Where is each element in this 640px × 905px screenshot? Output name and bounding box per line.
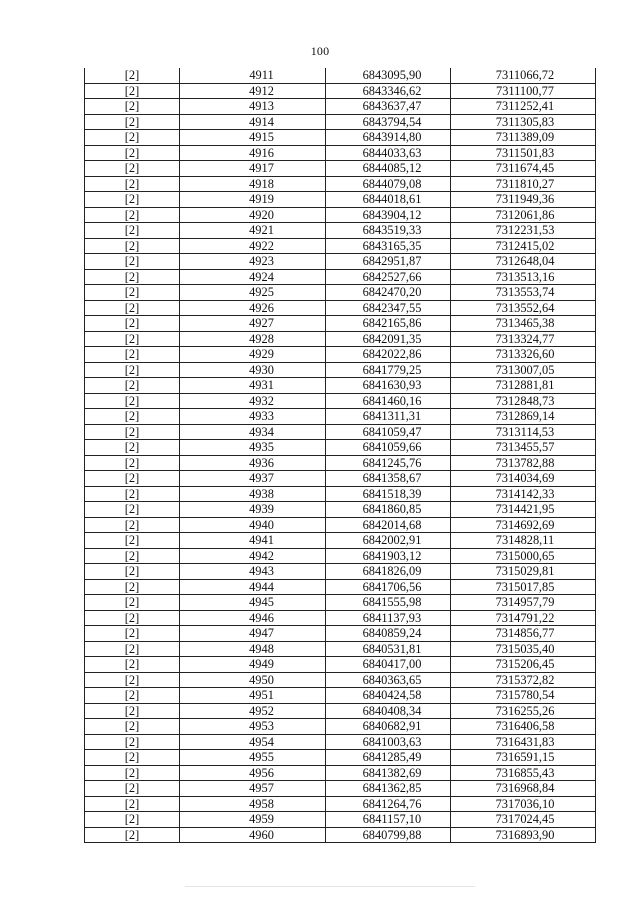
y-coordinate-cell: 7311674,45 <box>451 161 596 177</box>
point-number-cell: 4954 <box>180 734 326 750</box>
table-row <box>85 440 596 456</box>
table-row <box>85 765 596 781</box>
x-coordinate-cell: 6843904,12 <box>326 207 451 223</box>
reference-cell: [2] <box>85 347 180 363</box>
x-coordinate-cell: 6841630,93 <box>326 378 451 394</box>
x-coordinate-cell: 6843165,35 <box>326 238 451 254</box>
x-coordinate-cell: 6841285,49 <box>326 750 451 766</box>
y-coordinate-cell: 7317036,10 <box>451 796 596 812</box>
point-number-cell: 4945 <box>180 595 326 611</box>
x-coordinate-cell: 6844085,12 <box>326 161 451 177</box>
y-coordinate-cell: 7313552,64 <box>451 300 596 316</box>
x-coordinate-cell: 6842091,35 <box>326 331 451 347</box>
x-coordinate-cell: 6842022,86 <box>326 347 451 363</box>
reference-cell: [2] <box>85 781 180 797</box>
table-row <box>85 688 596 704</box>
reference-cell: [2] <box>85 192 180 208</box>
table-row <box>85 161 596 177</box>
reference-cell: [2] <box>85 564 180 580</box>
y-coordinate-cell: 7315780,54 <box>451 688 596 704</box>
point-number-cell: 4957 <box>180 781 326 797</box>
x-coordinate-cell: 6840682,91 <box>326 719 451 735</box>
table-row <box>85 641 596 657</box>
point-number-cell: 4915 <box>180 130 326 146</box>
table-row <box>85 300 596 316</box>
table-row <box>85 796 596 812</box>
reference-cell: [2] <box>85 440 180 456</box>
y-coordinate-cell: 7314142,33 <box>451 486 596 502</box>
table-row <box>85 672 596 688</box>
y-coordinate-cell: 7315017,85 <box>451 579 596 595</box>
table-row <box>85 223 596 239</box>
table-row <box>85 827 596 843</box>
y-coordinate-cell: 7312415,02 <box>451 238 596 254</box>
y-coordinate-cell: 7312061,86 <box>451 207 596 223</box>
point-number-cell: 4942 <box>180 548 326 564</box>
point-number-cell: 4912 <box>180 83 326 99</box>
y-coordinate-cell: 7313326,60 <box>451 347 596 363</box>
table-row <box>85 83 596 99</box>
point-number-cell: 4929 <box>180 347 326 363</box>
x-coordinate-cell: 6842470,20 <box>326 285 451 301</box>
reference-cell: [2] <box>85 812 180 828</box>
table-row <box>85 486 596 502</box>
reference-cell: [2] <box>85 331 180 347</box>
y-coordinate-cell: 7316893,90 <box>451 827 596 843</box>
reference-cell: [2] <box>85 409 180 425</box>
y-coordinate-cell: 7313465,38 <box>451 316 596 332</box>
y-coordinate-cell: 7315206,45 <box>451 657 596 673</box>
y-coordinate-cell: 7311810,27 <box>451 176 596 192</box>
y-coordinate-cell: 7316855,43 <box>451 765 596 781</box>
point-number-cell: 4940 <box>180 517 326 533</box>
x-coordinate-cell: 6842002,91 <box>326 533 451 549</box>
point-number-cell: 4918 <box>180 176 326 192</box>
point-number-cell: 4952 <box>180 703 326 719</box>
y-coordinate-cell: 7314034,69 <box>451 471 596 487</box>
y-coordinate-cell: 7311252,41 <box>451 99 596 115</box>
y-coordinate-cell: 7316255,26 <box>451 703 596 719</box>
point-number-cell: 4934 <box>180 424 326 440</box>
table-row <box>85 610 596 626</box>
y-coordinate-cell: 7311949,36 <box>451 192 596 208</box>
point-number-cell: 4939 <box>180 502 326 518</box>
x-coordinate-cell: 6841311,31 <box>326 409 451 425</box>
coordinates-table <box>84 68 596 843</box>
reference-cell: [2] <box>85 176 180 192</box>
table-row <box>85 99 596 115</box>
coordinates-table-body <box>85 68 596 843</box>
x-coordinate-cell: 6841903,12 <box>326 548 451 564</box>
table-row <box>85 812 596 828</box>
x-coordinate-cell: 6840424,58 <box>326 688 451 704</box>
point-number-cell: 4914 <box>180 114 326 130</box>
reference-cell: [2] <box>85 207 180 223</box>
table-row <box>85 207 596 223</box>
x-coordinate-cell: 6841358,67 <box>326 471 451 487</box>
reference-cell: [2] <box>85 765 180 781</box>
x-coordinate-cell: 6841382,69 <box>326 765 451 781</box>
x-coordinate-cell: 6842951,87 <box>326 254 451 270</box>
table-row <box>85 424 596 440</box>
y-coordinate-cell: 7317024,45 <box>451 812 596 828</box>
x-coordinate-cell: 6841245,76 <box>326 455 451 471</box>
x-coordinate-cell: 6841555,98 <box>326 595 451 611</box>
table-row <box>85 393 596 409</box>
table-row <box>85 564 596 580</box>
reference-cell: [2] <box>85 393 180 409</box>
table-row <box>85 781 596 797</box>
point-number-cell: 4946 <box>180 610 326 626</box>
reference-cell: [2] <box>85 750 180 766</box>
table-row <box>85 734 596 750</box>
table-row <box>85 269 596 285</box>
x-coordinate-cell: 6840363,65 <box>326 672 451 688</box>
y-coordinate-cell: 7312231,53 <box>451 223 596 239</box>
point-number-cell: 4913 <box>180 99 326 115</box>
y-coordinate-cell: 7316406,58 <box>451 719 596 735</box>
y-coordinate-cell: 7314421,95 <box>451 502 596 518</box>
reference-cell: [2] <box>85 502 180 518</box>
table-row <box>85 409 596 425</box>
reference-cell: [2] <box>85 285 180 301</box>
y-coordinate-cell: 7316431,83 <box>451 734 596 750</box>
table-row <box>85 130 596 146</box>
x-coordinate-cell: 6841860,85 <box>326 502 451 518</box>
x-coordinate-cell: 6841003,63 <box>326 734 451 750</box>
table-row <box>85 657 596 673</box>
table-row <box>85 595 596 611</box>
y-coordinate-cell: 7311501,83 <box>451 145 596 161</box>
point-number-cell: 4956 <box>180 765 326 781</box>
x-coordinate-cell: 6840531,81 <box>326 641 451 657</box>
reference-cell: [2] <box>85 626 180 642</box>
table-row <box>85 579 596 595</box>
point-number-cell: 4951 <box>180 688 326 704</box>
x-coordinate-cell: 6842165,86 <box>326 316 451 332</box>
y-coordinate-cell: 7315372,82 <box>451 672 596 688</box>
point-number-cell: 4937 <box>180 471 326 487</box>
point-number-cell: 4941 <box>180 533 326 549</box>
x-coordinate-cell: 6841779,25 <box>326 362 451 378</box>
reference-cell: [2] <box>85 517 180 533</box>
point-number-cell: 4924 <box>180 269 326 285</box>
reference-cell: [2] <box>85 734 180 750</box>
x-coordinate-cell: 6841157,10 <box>326 812 451 828</box>
point-number-cell: 4926 <box>180 300 326 316</box>
point-number-cell: 4925 <box>180 285 326 301</box>
y-coordinate-cell: 7311389,09 <box>451 130 596 146</box>
table-row <box>85 68 596 83</box>
reference-cell: [2] <box>85 378 180 394</box>
reference-cell: [2] <box>85 688 180 704</box>
reference-cell: [2] <box>85 486 180 502</box>
reference-cell: [2] <box>85 83 180 99</box>
y-coordinate-cell: 7311305,83 <box>451 114 596 130</box>
reference-cell: [2] <box>85 595 180 611</box>
reference-cell: [2] <box>85 610 180 626</box>
y-coordinate-cell: 7315000,65 <box>451 548 596 564</box>
reference-cell: [2] <box>85 719 180 735</box>
y-coordinate-cell: 7313782,88 <box>451 455 596 471</box>
x-coordinate-cell: 6841059,66 <box>326 440 451 456</box>
table-row <box>85 316 596 332</box>
reference-cell: [2] <box>85 130 180 146</box>
point-number-cell: 4931 <box>180 378 326 394</box>
point-number-cell: 4930 <box>180 362 326 378</box>
y-coordinate-cell: 7312881,81 <box>451 378 596 394</box>
x-coordinate-cell: 6843095,90 <box>326 68 451 83</box>
y-coordinate-cell: 7313114,53 <box>451 424 596 440</box>
x-coordinate-cell: 6840417,00 <box>326 657 451 673</box>
table-row <box>85 331 596 347</box>
x-coordinate-cell: 6844033,63 <box>326 145 451 161</box>
y-coordinate-cell: 7314957,79 <box>451 595 596 611</box>
point-number-cell: 4928 <box>180 331 326 347</box>
x-coordinate-cell: 6841059,47 <box>326 424 451 440</box>
reference-cell: [2] <box>85 657 180 673</box>
x-coordinate-cell: 6841264,76 <box>326 796 451 812</box>
reference-cell: [2] <box>85 316 180 332</box>
point-number-cell: 4958 <box>180 796 326 812</box>
reference-cell: [2] <box>85 827 180 843</box>
reference-cell: [2] <box>85 548 180 564</box>
y-coordinate-cell: 7313455,57 <box>451 440 596 456</box>
point-number-cell: 4938 <box>180 486 326 502</box>
reference-cell: [2] <box>85 579 180 595</box>
reference-cell: [2] <box>85 145 180 161</box>
point-number-cell: 4949 <box>180 657 326 673</box>
table-row <box>85 517 596 533</box>
table-row <box>85 719 596 735</box>
x-coordinate-cell: 6844079,08 <box>326 176 451 192</box>
x-coordinate-cell: 6842527,66 <box>326 269 451 285</box>
table-row <box>85 750 596 766</box>
y-coordinate-cell: 7314692,69 <box>451 517 596 533</box>
y-coordinate-cell: 7311066,72 <box>451 68 596 83</box>
point-number-cell: 4932 <box>180 393 326 409</box>
y-coordinate-cell: 7312869,14 <box>451 409 596 425</box>
reference-cell: [2] <box>85 300 180 316</box>
y-coordinate-cell: 7315035,40 <box>451 641 596 657</box>
page-number: 100 <box>310 44 330 58</box>
point-number-cell: 4919 <box>180 192 326 208</box>
reference-cell: [2] <box>85 99 180 115</box>
point-number-cell: 4911 <box>180 68 326 83</box>
table-row <box>85 471 596 487</box>
y-coordinate-cell: 7313324,77 <box>451 331 596 347</box>
y-coordinate-cell: 7312848,73 <box>451 393 596 409</box>
reference-cell: [2] <box>85 703 180 719</box>
point-number-cell: 4959 <box>180 812 326 828</box>
x-coordinate-cell: 6843914,80 <box>326 130 451 146</box>
point-number-cell: 4936 <box>180 455 326 471</box>
y-coordinate-cell: 7314791,22 <box>451 610 596 626</box>
reference-cell: [2] <box>85 796 180 812</box>
table-row <box>85 455 596 471</box>
x-coordinate-cell: 6843519,33 <box>326 223 451 239</box>
table-row <box>85 238 596 254</box>
point-number-cell: 4927 <box>180 316 326 332</box>
reference-cell: [2] <box>85 114 180 130</box>
reference-cell: [2] <box>85 68 180 83</box>
y-coordinate-cell: 7316591,15 <box>451 750 596 766</box>
x-coordinate-cell: 6841706,56 <box>326 579 451 595</box>
y-coordinate-cell: 7316968,84 <box>451 781 596 797</box>
reference-cell: [2] <box>85 362 180 378</box>
point-number-cell: 4933 <box>180 409 326 425</box>
point-number-cell: 4920 <box>180 207 326 223</box>
table-row <box>85 502 596 518</box>
point-number-cell: 4917 <box>180 161 326 177</box>
reference-cell: [2] <box>85 672 180 688</box>
reference-cell: [2] <box>85 533 180 549</box>
reference-cell: [2] <box>85 269 180 285</box>
y-coordinate-cell: 7314828,11 <box>451 533 596 549</box>
table-row <box>85 626 596 642</box>
point-number-cell: 4955 <box>180 750 326 766</box>
table-row <box>85 176 596 192</box>
table-row <box>85 145 596 161</box>
y-coordinate-cell: 7313553,74 <box>451 285 596 301</box>
reference-cell: [2] <box>85 455 180 471</box>
x-coordinate-cell: 6841460,16 <box>326 393 451 409</box>
point-number-cell: 4923 <box>180 254 326 270</box>
y-coordinate-cell: 7311100,77 <box>451 83 596 99</box>
point-number-cell: 4953 <box>180 719 326 735</box>
x-coordinate-cell: 6840859,24 <box>326 626 451 642</box>
table-row <box>85 362 596 378</box>
point-number-cell: 4948 <box>180 641 326 657</box>
x-coordinate-cell: 6840799,88 <box>326 827 451 843</box>
reference-cell: [2] <box>85 424 180 440</box>
x-coordinate-cell: 6843346,62 <box>326 83 451 99</box>
table-row <box>85 347 596 363</box>
point-number-cell: 4935 <box>180 440 326 456</box>
reference-cell: [2] <box>85 238 180 254</box>
table-row <box>85 548 596 564</box>
table-row <box>85 533 596 549</box>
point-number-cell: 4960 <box>180 827 326 843</box>
scan-artifact-line <box>185 886 475 887</box>
reference-cell: [2] <box>85 254 180 270</box>
point-number-cell: 4922 <box>180 238 326 254</box>
x-coordinate-cell: 6841518,39 <box>326 486 451 502</box>
y-coordinate-cell: 7312648,04 <box>451 254 596 270</box>
x-coordinate-cell: 6840408,34 <box>326 703 451 719</box>
point-number-cell: 4921 <box>180 223 326 239</box>
x-coordinate-cell: 6841362,85 <box>326 781 451 797</box>
table-row <box>85 378 596 394</box>
table-row <box>85 285 596 301</box>
reference-cell: [2] <box>85 641 180 657</box>
point-number-cell: 4947 <box>180 626 326 642</box>
table-row <box>85 192 596 208</box>
reference-cell: [2] <box>85 223 180 239</box>
y-coordinate-cell: 7315029,81 <box>451 564 596 580</box>
table-row <box>85 114 596 130</box>
x-coordinate-cell: 6843637,47 <box>326 99 451 115</box>
y-coordinate-cell: 7313513,16 <box>451 269 596 285</box>
x-coordinate-cell: 6843794,54 <box>326 114 451 130</box>
point-number-cell: 4916 <box>180 145 326 161</box>
x-coordinate-cell: 6844018,61 <box>326 192 451 208</box>
x-coordinate-cell: 6841137,93 <box>326 610 451 626</box>
x-coordinate-cell: 6841826,09 <box>326 564 451 580</box>
point-number-cell: 4943 <box>180 564 326 580</box>
x-coordinate-cell: 6842014,68 <box>326 517 451 533</box>
table-row <box>85 254 596 270</box>
table-row <box>85 703 596 719</box>
x-coordinate-cell: 6842347,55 <box>326 300 451 316</box>
y-coordinate-cell: 7313007,05 <box>451 362 596 378</box>
reference-cell: [2] <box>85 471 180 487</box>
point-number-cell: 4950 <box>180 672 326 688</box>
point-number-cell: 4944 <box>180 579 326 595</box>
reference-cell: [2] <box>85 161 180 177</box>
y-coordinate-cell: 7314856,77 <box>451 626 596 642</box>
